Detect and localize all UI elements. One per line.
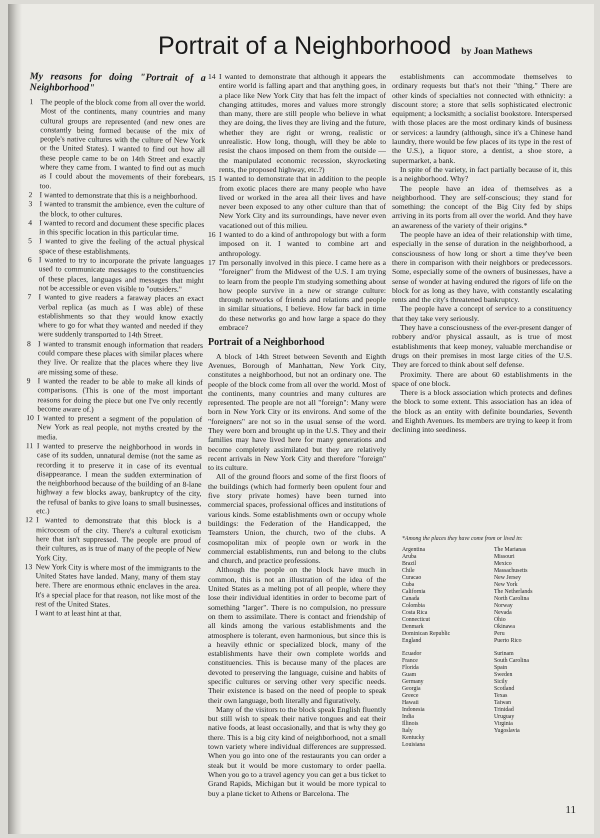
place-name: Nevada xyxy=(494,610,512,616)
place-name: Indonesia xyxy=(402,707,425,713)
places-columns xyxy=(402,547,582,749)
place-name: Texas xyxy=(494,693,508,699)
place-name: Yugoslavia xyxy=(494,728,520,734)
place-name: South Carolina xyxy=(494,658,529,664)
places-list-left xyxy=(402,547,484,749)
reason-number: 14 xyxy=(208,72,216,81)
place-name: Sicily xyxy=(494,679,508,685)
reason-number: 5 xyxy=(28,236,32,246)
place-name: Chile xyxy=(402,568,415,574)
place-name: Massachusetts xyxy=(494,568,528,574)
place-name: Uruguay xyxy=(494,714,515,720)
reason-item xyxy=(28,199,204,219)
place-name: The Marianas xyxy=(494,547,527,553)
reason-number: 8 xyxy=(26,338,31,348)
reasons-list-continued xyxy=(208,72,386,332)
place-name: Ecuador xyxy=(402,651,422,657)
footnote-title: *Among the places they have come from or lived in: xyxy=(402,536,523,542)
reason-text: I wanted to preserve the neighborhood in words in case of its sudden, unnatural demise (not the same as recording it to preserve it in case of its eventual disappearance. I mean the sudden extermination of the neighborhood because of the building of an 8-lane highway a few blocks away, bankruptcy of the city, the refusal of banks to give loans to small businesses, etc.) xyxy=(36,441,202,516)
reason-item xyxy=(208,258,386,332)
reasons-heading: My reasons for doing "Portrait of a Neighborhood" xyxy=(29,71,206,94)
article-byline: by Joan Mathews xyxy=(461,47,533,57)
body-paragraph: establishments can accommodate themselves to ordinary requests but that's not their "thing." There are other kinds of specialties not connected with ethnicity: a discount store; a store that sells sophisticated electronic equipment; a locksmith; a socialist bookstore. Interspersed with those places are the most ordinary kinds of business or services: a laundry (although, since it's a Chinese hand laundry, there would be few places of its type in the rest of the U.S.), a liquor store, a dentist, a shoe store, a supermarket, a bank. xyxy=(392,72,572,165)
body-paragraph: Many of the visitors to the block speak English fluently but still wish to speak their native tongues and eat their native foods, at least occasionally, and that is why they go there. This is a big city kind of neighborhood, not a small town variety where individual differences are suppressed. When you go into one of the restaurants you can order a steak but it would be more customary to order paella. When you go to a travel agency you can get a bus ticket to Grand Rapids, Michigan but it would be more typical to buy a plane ticket to Athens or Barcelona. The xyxy=(208,704,386,798)
reason-number: 6 xyxy=(27,255,32,265)
place-name: Norway xyxy=(494,603,513,609)
reason-item xyxy=(27,339,203,378)
reason-text: New York City is where most of the immigrants to the United States have landed. Many, many of them stay here. There are enormous ethnic enclaves in the area. It's a special place for that reason, not like most of the rest of the United States. xyxy=(35,562,201,609)
reason-text: I wanted the reader to be able to make all kinds of comparisons. (This is one of the most important reasons for doing the piece but one I've only recently become aware of.) xyxy=(37,376,203,414)
place-name: Trinidad xyxy=(494,707,514,713)
reason-number: 16 xyxy=(208,230,216,240)
reason-item xyxy=(25,441,202,517)
place-name: Surinam xyxy=(494,651,514,657)
place-name: India xyxy=(402,714,414,720)
reason-text: I wanted to demonstrate that in addition to the people from exotic places there are many people who have lived or worked in the area all their lives and have never been exposed to any other culture than that of New York City and its surroundings, have never even vacationed out of this milieu. xyxy=(219,174,386,230)
place-name: Connecticut xyxy=(402,617,431,623)
place-name: Italy xyxy=(402,728,413,734)
place-name: Taiwan xyxy=(494,700,511,706)
place-name: Peru xyxy=(494,631,505,637)
place-name: France xyxy=(402,658,418,664)
reason-item xyxy=(24,562,200,610)
reason-text: I wanted to present a segment of the population of New York as real people, not myths created by the media. xyxy=(37,413,203,442)
place-name: Cuba xyxy=(402,582,415,588)
place-name: Aruba xyxy=(402,554,417,560)
magazine-page xyxy=(8,4,594,834)
place-name: California xyxy=(402,589,426,595)
reason-item xyxy=(27,292,203,340)
reason-item xyxy=(208,72,386,174)
place-name: Argentina xyxy=(402,547,426,553)
place-name: North Carolina xyxy=(494,596,529,602)
column-reasons xyxy=(22,71,206,813)
article-body-right xyxy=(392,72,572,435)
reason-number: 4 xyxy=(28,217,33,227)
place-name: Puerto Rico xyxy=(494,638,522,644)
place-name: Guam xyxy=(402,672,417,678)
place-name: Ohio xyxy=(494,617,506,623)
place-name: Hawaii xyxy=(402,700,419,706)
body-paragraph: Although the people on the block have much in common, this is not an illustration of the idea of the United States as a melting pot of all people, where they lose their individual identities in order to become part of something "larger". There is no compulsion, no pressure on them to assimilate. There is contact and friendship of all kinds among the various establishments and the atmosphere is tolerant, even harmonious, but since this is a heavily ethnic or specialized block, many of the establishments have their own complete worlds and constituencies. This is because many of the places are devoted to preserving the language, cuisine and habits of specific cultures or serving other very specific needs. Their existence is based on the need of people to speak their own language, both literally and figuratively. xyxy=(208,565,386,705)
place-name: Mexico xyxy=(494,561,512,567)
reasons-list xyxy=(24,97,205,619)
reason-text: I wanted to demonstrate that this is a neighborhood. xyxy=(39,190,198,201)
reason-item xyxy=(28,218,204,238)
reason-item xyxy=(28,255,204,294)
body-paragraph: All of the ground floors and some of the first floors of the buildings (which had formerly been opulent four and five story private homes) have been turned into commercial spaces, professional offices and institutions of various kinds. Some establishments own or occupy whole buildings: the Federation of the Handicapped, the Teamsters Union, the church, two of the clubs. A cosmopolitan mix of people own or work in the commercial establishments, run and belong to the clubs and church, and practice professions. xyxy=(208,472,386,566)
place-name: Colombia xyxy=(402,603,425,609)
column-middle xyxy=(208,72,386,822)
reason-text: I wanted to do a kind of anthropology but with a form imposed on it. I wanted to combine art and anthropology. xyxy=(219,230,386,258)
reason-number: 2 xyxy=(28,190,33,200)
place-name: Missouri xyxy=(494,554,515,560)
reason-text: I wanted to demonstrate that this block is a microcosm of the city. There's a cultural exoticism here that isn't suppressed. The people are proud of their cultures, as is true of many of the people of New York City. xyxy=(35,515,202,563)
body-paragraph: There is a block association which protects and defines the block to some extent. This association has an idea of the block as an entity with definite boundaries, Seventh and Eighth Avenues. Its members are trying to keep it from declining into seediness. xyxy=(392,388,572,435)
reason-item xyxy=(26,376,202,415)
reason-text: I wanted to transmit enough information that readers could compare these places with similar places where they live. Or realize that the places where they live are missing some of these. xyxy=(37,338,204,377)
place-name: England xyxy=(402,638,422,644)
page-spine-shadow xyxy=(8,4,22,834)
section-heading: Portrait of a Neighborhood xyxy=(208,337,325,349)
reason-number: 15 xyxy=(208,174,216,184)
place-name: Georgia xyxy=(402,686,421,692)
place-name: Virginia xyxy=(494,721,513,727)
place-name: Louisiana xyxy=(402,742,425,748)
reason-item xyxy=(28,237,204,257)
reason-item xyxy=(25,515,201,563)
place-name: Kentucky xyxy=(402,735,425,741)
reason-number: 9 xyxy=(26,375,31,386)
reason-item xyxy=(208,174,386,230)
place-name: Costa Rica xyxy=(402,610,428,616)
reason-number: 11 xyxy=(25,441,34,451)
body-paragraph: A block of 14th Street between Seventh and Eighth Avenues, Borough of Manhattan, New York City, constitutes a neighborhood, but not an ordinary one. The people of the block come from all over the world. Most of the continents, many countries and many cultures are represented. The people are not all "foreign": Many were born in New York City or its environs. And some of the "foreigners" are not so in the usual sense of the word. They were born and brought up in the U.S. They and their families may have lived here for many generations and become completely assimilated but they are relatively recent arrivals in New York City and therefore "foreign" to its culture. xyxy=(208,351,386,473)
column-right xyxy=(392,72,572,532)
reason-number: 13 xyxy=(24,561,33,571)
place-name: Denmark xyxy=(402,624,424,630)
reason-number: 12 xyxy=(25,515,33,525)
reason-number: 17 xyxy=(208,257,216,267)
reason-number: 10 xyxy=(26,413,34,423)
body-paragraph: They have a consciousness of the ever-present danger of robbery and/or physical assault, as is true of most establishments that keep money, valuable merchandise or drugs on their premises in most large cities of the U.S. They are forced to think about self defense. xyxy=(392,323,572,370)
place-name: Sweden xyxy=(494,672,513,678)
place-name: Florida xyxy=(402,665,419,671)
footnote-places xyxy=(402,536,582,749)
reason-text: I'm personally involved in this piece. I came here as a "foreigner" from the Midwest of the U.S. I am trying to learn from the people I'm studying something about how people survive in a new or strange culture: through networks of friends and relations and people in similar situations, I believe. How far back in time do these networks go and how large a space do they embrace? xyxy=(219,257,386,333)
place-name: Brazil xyxy=(402,561,417,567)
article-header xyxy=(158,32,533,61)
place-name: New York xyxy=(494,582,518,588)
place-name: Dominican Republic xyxy=(402,631,451,637)
page-number: 11 xyxy=(565,804,576,816)
body-paragraph: The people have an idea of their relationship with time, especially in the sense of duration in the neighborhood, a consciousness of how long or short a time they've been there in comparison with their neighbors or predecessors. Some, especially some of the owners of businesses, have a sense of wonder at having endured the rigors of life on the block for as long as they have, with constantly escalating rents and the city's threatened bankruptcy. xyxy=(392,230,572,305)
body-paragraph: Proximity. There are about 60 establishments in the space of one block. xyxy=(392,369,572,388)
reason-item xyxy=(24,608,200,619)
reason-text: I wanted to give the feeling of the actual physical space of these establishments. xyxy=(38,236,205,256)
reason-item xyxy=(208,230,386,258)
reason-number: 7 xyxy=(27,292,32,302)
place-name: Okinawa xyxy=(494,624,515,630)
place-name: Spain xyxy=(494,665,508,671)
place-name: New Jersey xyxy=(494,575,521,581)
reason-text: The people of the block come from all over the world. Most of the continents, many countries and many cultural groups are represented (and new ones are constantly being formed because of the mix of people's native cultures with the culture of New York or the United States). I wanted to find out how all these people came to be on 14th Street and exactly where they came from. I wanted to find out as much as I could about the movements of their forebears, too. xyxy=(39,97,206,191)
place-name: Canada xyxy=(402,596,420,602)
place-name: Scotland xyxy=(494,686,515,692)
place-name: Greece xyxy=(402,693,419,699)
body-paragraph: The people have a concept of service to a constituency that they take very seriously. xyxy=(392,304,572,323)
reason-item xyxy=(26,413,202,443)
reason-text: I wanted to try to incorporate the private languages used to communicate messages to the constituencies of these places, languages and messages that might not be accessible or even visible to "outsiders." xyxy=(38,255,204,294)
reason-text: I wanted to demonstrate that although it appears the entire world is falling apart and that anything goes, in a place like New York City that has felt the impact of changing attitudes, mores and values more strongly than many, there are still people who believe in what they are doing, the lives they are living and the future, whether they are right or wrong, realistic or unrealistic. How long, though, will they be able to resist the chaos imposed on them from the outside — the manipulated economic recession, skyrocketing rents, the proposed highway, etc.?) xyxy=(219,72,386,174)
places-list-right xyxy=(494,547,576,749)
reason-text: I wanted to give readers a faraway places an exact verbal replica (as much as I was able) of these establishments so that they would know exactly where to go for what they wanted and needed if they were suddenly transported to 14th Street. xyxy=(38,292,204,340)
reason-text: I want to at least hint at that. xyxy=(35,608,122,619)
place-name: The Netherlands xyxy=(494,589,533,595)
reason-text: I wanted to record and document these specific places in this specific location in this particular time. xyxy=(39,218,205,238)
reason-number: 1 xyxy=(29,97,34,107)
place-name: Illinois xyxy=(402,721,419,727)
article-body-middle xyxy=(208,352,386,798)
reason-text: I wanted to transmit the ambience, even the culture of the block, to other cultures. xyxy=(39,199,205,219)
place-name: Germany xyxy=(402,679,424,685)
body-paragraph: In spite of the variety, in fact partially because of it, this is a neighborhood. Why? xyxy=(392,164,572,184)
reason-number: 3 xyxy=(28,199,33,209)
place-name: Curacao xyxy=(402,575,422,581)
reason-item xyxy=(29,97,206,192)
article-title: Portrait of a Neighborhood xyxy=(158,32,452,60)
body-paragraph: The people have an idea of themselves as a neighborhood. They are self-conscious; they stand for something: the concept of the Big City fed by ships arriving in its ports from all over the world. And they have an awareness of the variety of their origins.* xyxy=(392,183,572,230)
